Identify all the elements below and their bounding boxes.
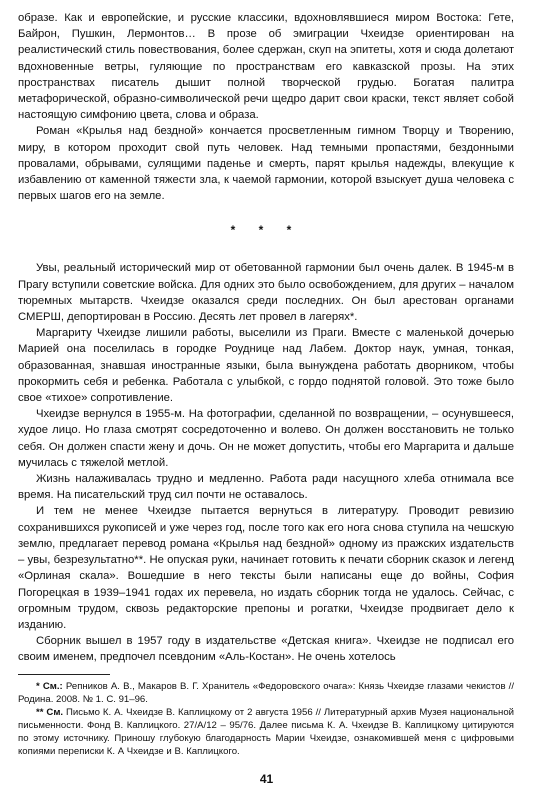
text-column	[18, 10, 514, 758]
paragraph: образе. Как и европейские, и русские классики, вдохновлявшиеся миром Востока: Гете, Байрон, Пушкин, Лермонтов… В прозе об эмиграции Чхеидзе ориентирован на реалистический стиль повествования, более сдержан, скуп на эпитеты, хотя и сюда долетают вдохновенные ветры, гуляющие по пространствам его кавказской прозы. На этих пространствах писатель дышит полной творческой грудью. Богатая палитра метафорической, образно-символической речи щедро дарит свои краски, текст являет собой настоящую симфонию цвета, слова и образа.	[18, 12, 514, 122]
footnotes	[18, 680, 514, 758]
footnote-mark: ** См.	[36, 706, 64, 718]
paragraph: Маргариту Чхеидзе лишили работы, выселили из Праги. Вместе с маленькой дочерью Марией она поселилась в городке Роуднице над Лабем. Доктор наук, умная, тонкая, образованная, знавшая иностранные языки, была вынуждена работать дворником, чтобы прокормить себя и ребенка. Работала с улыбкой, с гордо поднятой головой. Это тоже было свое «тихое» сопротивление.	[18, 327, 514, 405]
page-number: 41	[259, 772, 274, 786]
paragraph: И тем не менее Чхеидзе пытается вернуться в литературу. Проводит ревизию сохранившихся рукописей и уже через год, после того как его нога снова ступила на чешскую землю, предлагает перевод романа «Крылья над бездной» одному из пражских издательств – увы, безрезультатно**. Не опуская руки, начинает готовить к печати сборник сказок и легенд «Орлиная скала». Вошедшие в него тексты были написаны еще до войны, София Погорецкая в 1939–1941 годах их перевела, но издать сборник тогда не удалось. Сейчас, с огромным трудом, сквозь редакторские препоны и рогатки, Чхеидзе продвигает дело к изданию.	[18, 505, 514, 631]
paragraph: Роман «Крылья над бездной» кончается просветленным гимном Творцу и Творению, миру, в котором проходит свой путь человек. Над темными пропастями, бездонными провалами, обрывами, сулящими паденье и смерть, парят крылья надежды, влекущие к избавлению от каменной тяжести зла, к чаемой гармонии, которой взыскует душа человека с первых шагов его на земле.	[18, 125, 514, 203]
footnote	[18, 706, 514, 758]
paragraph: Увы, реальный исторический мир от обетованной гармонии был очень далек. В 1945-м в Прагу вступили советские войска. Для одних это было освобождением, для других – началом тюремных мытарств. Чхеидзе оказался среди последних. Он был арестован органами СМЕРШ, депортирован в Россию. Десять лет провел в лагерях*.	[18, 262, 514, 324]
footnote-divider	[18, 674, 110, 675]
paragraph: Жизнь налаживалась трудно и медленно. Работа ради насущного хлеба отнимала все время. На писательский труд сил почти не оставалось.	[18, 473, 514, 502]
section-separator: * * *	[230, 223, 302, 238]
footnote	[18, 680, 514, 706]
paragraph: Сборник вышел в 1957 году в издательстве «Детская книга». Чхеидзе не подписал его своим именем, предпочел псевдоним «Аль-Костан». Не очень хотелось	[18, 635, 514, 664]
footnote-text: Репников А. В., Макаров В. Г. Хранитель «Федоровского очага»: Князь Чхеидзе глазами чекистов // Родина. 2008. № 1. С. 91–96.	[18, 680, 514, 705]
footnote-text: Письмо К. А. Чхеидзе В. Каплицкому от 2 августа 1956 // Литературный архив Музея национальной письменности. Фонд В. Каплицкого. 27/A/12 – 95/76. Далее письма К. А. Чхеидзе В. Каплицкому цитируются по этому источнику. Приношу глубокую благодарность Марии Чхеидзе, ознакомившей меня с цифровыми копиями переписки К. А Чхеидзе и В. Каплицкого.	[18, 706, 515, 757]
footnote-mark: * См.:	[36, 680, 63, 692]
paragraph: Чхеидзе вернулся в 1955-м. На фотографии, сделанной по возвращении, – осунувшееся, худое лицо. Но глаза смотрят сосредоточенно и волево. Он должен восстановить не только себя. Он должен спасти жену и дочь. Он не может допустить, чтобы его Маргарита и дальше мучилась с тяжелой метлой.	[18, 408, 514, 469]
